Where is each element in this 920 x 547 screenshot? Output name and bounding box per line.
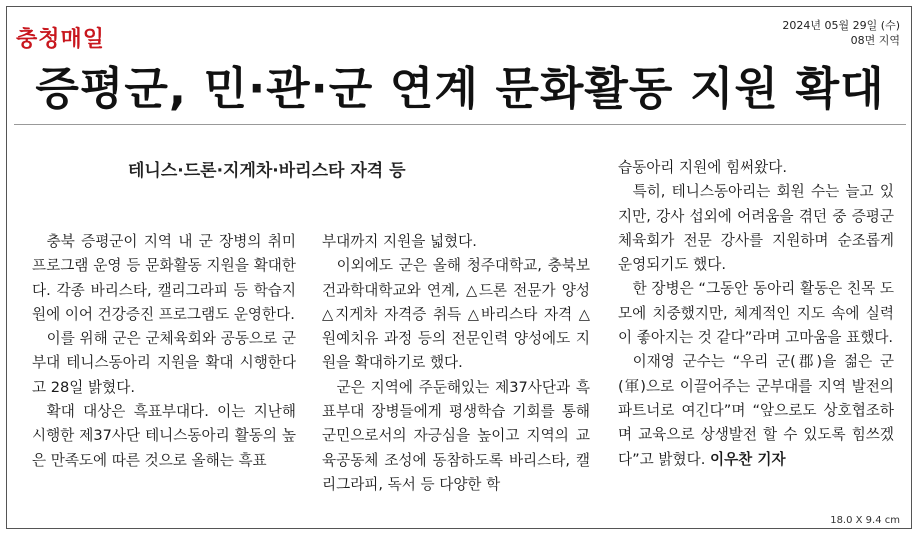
article-column-1 bbox=[32, 230, 296, 473]
clipping-size-note: 18.0 X 9.4 cm bbox=[830, 515, 900, 526]
paragraph: 특히, 테니스동아리는 회원 수는 늘고 있지만, 강사 섭외에 어려움을 겪던 중 증평군체육회가 전문 강사를 지원하며 순조롭게 운영되기도 했다. bbox=[618, 183, 894, 274]
byline: 이우찬 기자 bbox=[709, 450, 786, 468]
publication-date: 2024년 05월 29일 (수) bbox=[782, 19, 900, 32]
article-column-2 bbox=[322, 230, 590, 497]
dateline bbox=[782, 18, 900, 48]
article-column-3 bbox=[618, 156, 894, 472]
paragraph: 이외에도 군은 올해 청주대학교, 충북보건과학대학교와 연계, △드론 전문가 양성 △지게차 자격증 취득 △바리스타 자격 △원예치유 과정 등의 전문인력 양성에도 지원을 확대하기로 했다. bbox=[322, 257, 590, 372]
headline: 증평군, 민·관·군 연계 문화활동 지원 확대 bbox=[35, 62, 885, 115]
newspaper-masthead: 충청매일 bbox=[16, 27, 106, 52]
paragraph-continuation: 습동아리 지원에 힘써왔다. bbox=[618, 159, 787, 176]
paragraph-final bbox=[618, 350, 894, 471]
paragraph: 충북 증평군이 지역 내 군 장병의 취미 프로그램 운영 등 문화활동 지원을 확대한다. 각종 바리스타, 캘리그라피 등 학습지원에 이어 건강증진 프로그램도 운영한다. bbox=[32, 233, 296, 323]
headline-divider bbox=[14, 124, 906, 125]
subheadline: 테니스·드론·지게차·바리스타 자격 등 bbox=[128, 161, 406, 181]
paragraph-text: 이재영 군수는 “우리 군(郡)을 젊은 군(軍)으로 이끌어주는 군부대를 지역 발전의 파트너로 여긴다”며 “앞으로도 상호협조하며 교육으로 상생발전 할 수 있도록 힘쓰겠다”고 밝혔다. bbox=[618, 353, 894, 468]
paragraph: 이를 위해 군은 군체육회와 공동으로 군부대 테니스동아리 지원을 확대 시행한다고 28일 밝혔다. bbox=[32, 330, 296, 396]
paragraph: 한 장병은 “그동안 동아리 활동은 친목 도모에 치중했지만, 체계적인 지도 속에 실력이 좋아지는 것 같다”라며 고마움을 표했다. bbox=[618, 280, 894, 347]
paragraph-continuation: 부대까지 지원을 넓혔다. bbox=[322, 233, 477, 250]
paragraph: 군은 지역에 주둔해있는 제37사단과 흑표부대 장병들에게 평생학습 기회를 통해 군민으로서의 자긍심을 높이고 지역의 교육공동체 조성에 동참하도록 바리스타, 캘리그라피, 독서 등 다양한 학 bbox=[322, 378, 590, 493]
page-section: 08면 지역 bbox=[850, 34, 900, 47]
paragraph: 확대 대상은 흑표부대다. 이는 지난해 시행한 제37사단 테니스동아리 활동의 높은 만족도에 따른 것으로 올해는 흑표 bbox=[32, 403, 296, 469]
